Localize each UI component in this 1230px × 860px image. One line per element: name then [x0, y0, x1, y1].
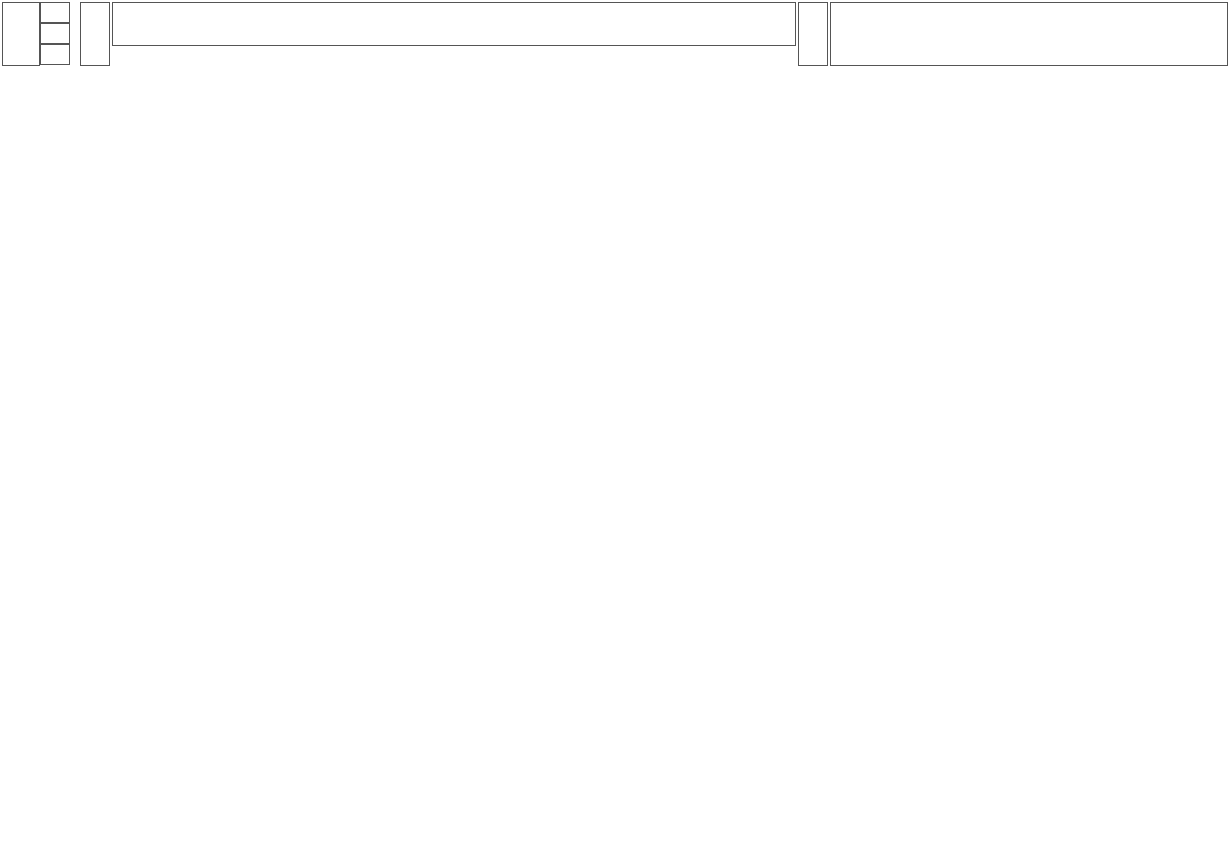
header-notes	[112, 2, 796, 46]
motto-box	[830, 2, 1228, 66]
subcol-header-1	[40, 2, 70, 23]
subcol-header-3	[40, 44, 70, 65]
round-column-header	[2, 2, 40, 66]
number-column-header	[80, 2, 110, 66]
header-area	[0, 0, 1230, 68]
subcol-header-2	[40, 23, 70, 44]
win-column-header	[798, 2, 828, 66]
